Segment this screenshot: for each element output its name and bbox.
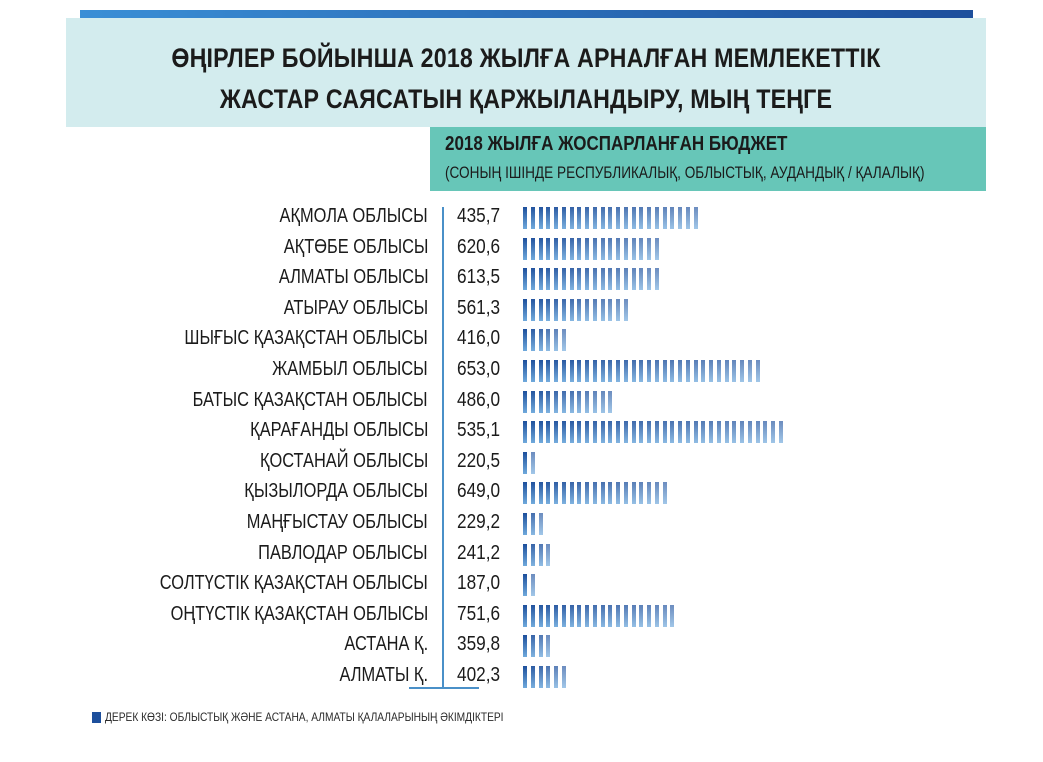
bar-tick	[655, 238, 659, 260]
value-label: 620,6	[457, 235, 501, 258]
bar-tick	[601, 482, 605, 504]
bar-tick	[539, 605, 543, 627]
category-label: АЛМАТЫ ОБЛЫСЫ	[278, 266, 428, 289]
bar-tick	[616, 268, 620, 290]
bar-tick	[763, 421, 767, 443]
bar-tick	[740, 421, 744, 443]
value-label: 359,8	[457, 633, 501, 656]
category-label: АЛМАТЫ Қ.	[339, 664, 428, 686]
bar-tick	[523, 421, 527, 443]
bar-tick	[570, 421, 574, 443]
bar-tick	[523, 482, 527, 504]
bar-tick	[523, 574, 527, 596]
bar-tick	[577, 360, 581, 382]
bar-tick	[546, 299, 550, 321]
bar-tick	[554, 238, 558, 260]
value-label: 649,0	[457, 480, 501, 503]
bar-tick	[570, 482, 574, 504]
bar-tick	[647, 605, 651, 627]
chart-row	[0, 356, 1043, 386]
value-label: 241,2	[457, 541, 501, 564]
bar-tick	[709, 360, 713, 382]
bar-tick	[639, 360, 643, 382]
bar-tick	[562, 605, 566, 627]
bar-tick	[531, 513, 535, 535]
chart-row	[0, 295, 1043, 325]
bar-tick	[570, 391, 574, 413]
bar-tick	[577, 238, 581, 260]
bar-tick	[647, 421, 651, 443]
bar-tick	[740, 360, 744, 382]
chart-row	[0, 203, 1043, 233]
bar-tick	[546, 238, 550, 260]
value-label: 187,0	[457, 572, 501, 595]
bar-tick	[585, 421, 589, 443]
bar-tick	[585, 482, 589, 504]
bar-tick	[639, 268, 643, 290]
bar-tick	[624, 268, 628, 290]
bar-tick	[694, 421, 698, 443]
bar-tick	[608, 421, 612, 443]
bar-tick	[701, 421, 705, 443]
bar-tick	[655, 421, 659, 443]
bar-tick	[670, 360, 674, 382]
bar-tick	[531, 391, 535, 413]
bar-tick	[608, 391, 612, 413]
bar-tick	[585, 391, 589, 413]
bar-tick	[756, 360, 760, 382]
bar-tick	[655, 268, 659, 290]
title-box	[66, 18, 986, 127]
category-label: АСТАНА Қ.	[344, 633, 428, 656]
bar-tick	[639, 605, 643, 627]
bar-tick	[616, 238, 620, 260]
bar-tick	[771, 421, 775, 443]
bar-tick	[562, 482, 566, 504]
bar-tick	[601, 299, 605, 321]
bar-tick	[601, 238, 605, 260]
bar-tick	[670, 421, 674, 443]
bar-tick	[608, 299, 612, 321]
bar-tick	[616, 207, 620, 229]
bar-tick	[577, 605, 581, 627]
bar-tick	[539, 329, 543, 351]
bar-tick	[608, 605, 612, 627]
bar-tick	[539, 421, 543, 443]
chart-row	[0, 631, 1043, 661]
bar-tick	[546, 207, 550, 229]
bar-tick	[686, 421, 690, 443]
value-label: 486,0	[457, 388, 501, 411]
value-label: 613,5	[457, 266, 501, 289]
legend-title: 2018 ЖЫЛҒА ЖОСПАРЛАНҒАН БЮДЖЕТ	[445, 133, 788, 155]
bar-tick	[523, 238, 527, 260]
legend-subtitle: (СОНЫҢ ІШІНДЕ РЕСПУБЛИКАЛЫҚ, ОБЛЫСТЫҚ, АУДАНДЫҚ / ҚАЛАЛЫҚ)	[445, 163, 925, 182]
bar-tick	[554, 421, 558, 443]
bar-tick	[531, 360, 535, 382]
bar-tick	[546, 391, 550, 413]
bar-tick	[562, 329, 566, 351]
category-label: МАҢҒЫСТАУ ОБЛЫСЫ	[247, 511, 428, 533]
value-label: 402,3	[457, 664, 501, 686]
chart-row	[0, 325, 1043, 355]
bar-tick	[717, 360, 721, 382]
bar-tick	[670, 605, 674, 627]
value-label: 751,6	[457, 602, 501, 625]
bar-tick	[539, 360, 543, 382]
bar-tick	[539, 268, 543, 290]
bar-tick	[632, 207, 636, 229]
bar-tick	[608, 360, 612, 382]
bar-tick	[624, 207, 628, 229]
bar-tick	[531, 605, 535, 627]
category-label: ШЫҒЫС ҚАЗАҚСТАН ОБЛЫСЫ	[184, 327, 428, 350]
bar-tick	[539, 299, 543, 321]
bar-tick	[546, 360, 550, 382]
bar-tick	[616, 299, 620, 321]
bar-tick	[546, 666, 550, 688]
bar-tick	[616, 421, 620, 443]
bar-tick	[562, 207, 566, 229]
bar-tick	[523, 513, 527, 535]
bar-tick	[585, 605, 589, 627]
category-label: ҚЫЗЫЛОРДА ОБЛЫСЫ	[244, 480, 428, 503]
bar-tick	[546, 329, 550, 351]
bar-tick	[539, 666, 543, 688]
bar-tick	[593, 238, 597, 260]
bar-tick	[647, 207, 651, 229]
bar-tick	[531, 299, 535, 321]
bar-tick	[531, 421, 535, 443]
chart-row	[0, 234, 1043, 264]
bar-tick	[562, 299, 566, 321]
bar-tick	[624, 238, 628, 260]
category-label: ЖАМБЫЛ ОБЛЫСЫ	[272, 358, 428, 380]
value-label: 435,7	[457, 205, 501, 227]
bar-tick	[632, 605, 636, 627]
bar-tick	[577, 421, 581, 443]
bar-tick	[678, 360, 682, 382]
bar-tick	[531, 635, 535, 657]
chart-row	[0, 662, 1043, 692]
bar-tick	[593, 360, 597, 382]
bar-tick	[539, 635, 543, 657]
bar-tick	[725, 360, 729, 382]
bar-tick	[570, 605, 574, 627]
bar-tick	[546, 482, 550, 504]
value-label: 653,0	[457, 358, 501, 380]
chart-row	[0, 509, 1043, 539]
bar-tick	[655, 207, 659, 229]
bar-tick	[577, 482, 581, 504]
bar-tick	[601, 421, 605, 443]
bar-tick	[546, 605, 550, 627]
bar-tick	[725, 421, 729, 443]
bar-tick	[608, 207, 612, 229]
bar-tick	[779, 421, 783, 443]
bar-tick	[585, 207, 589, 229]
value-label: 229,2	[457, 511, 501, 533]
bar-tick	[531, 238, 535, 260]
value-label: 220,5	[457, 449, 501, 472]
bar-tick	[694, 360, 698, 382]
bar-tick	[624, 421, 628, 443]
source-text: ДЕРЕК КӨЗІ: ОБЛЫСТЫҚ ЖӘНЕ АСТАНА, АЛМАТЫ ҚАЛАЛАРЫНЫҢ ӘКІМДІКТЕРІ	[105, 710, 504, 724]
bar-tick	[554, 360, 558, 382]
chart-row	[0, 387, 1043, 417]
bar-tick	[601, 268, 605, 290]
bar-tick	[523, 452, 527, 474]
bar-tick	[539, 544, 543, 566]
bar-tick	[756, 421, 760, 443]
bar-tick	[647, 482, 651, 504]
bar-tick	[531, 452, 535, 474]
chart-row	[0, 570, 1043, 600]
bar-tick	[616, 360, 620, 382]
bar-tick	[585, 268, 589, 290]
bar-tick	[601, 207, 605, 229]
bar-tick	[632, 482, 636, 504]
bar-tick	[748, 360, 752, 382]
bar-tick	[632, 360, 636, 382]
category-label: ҚАРАҒАНДЫ ОБЛЫСЫ	[249, 419, 428, 442]
bar-tick	[570, 207, 574, 229]
bar-tick	[647, 360, 651, 382]
bar-tick	[608, 268, 612, 290]
bar-tick	[554, 268, 558, 290]
bar-tick	[663, 207, 667, 229]
bar-tick	[663, 605, 667, 627]
top-accent-stripe	[80, 10, 973, 18]
bar-tick	[531, 207, 535, 229]
bar-tick	[577, 268, 581, 290]
bar-tick	[554, 329, 558, 351]
chart-row	[0, 601, 1043, 631]
value-label: 561,3	[457, 296, 501, 319]
category-label: ПАВЛОДАР ОБЛЫСЫ	[258, 541, 428, 564]
bar-tick	[554, 299, 558, 321]
bar-tick	[608, 482, 612, 504]
bar-tick	[639, 207, 643, 229]
bar-tick	[546, 268, 550, 290]
bar-tick	[717, 421, 721, 443]
legend-box	[430, 127, 986, 191]
chart-row	[0, 448, 1043, 478]
bar-tick	[663, 482, 667, 504]
bar-tick	[678, 421, 682, 443]
bar-tick	[523, 635, 527, 657]
bar-tick	[554, 605, 558, 627]
bar-tick	[601, 391, 605, 413]
bar-tick	[523, 666, 527, 688]
category-label: ОҢТҮСТІК ҚАЗАҚСТАН ОБЛЫСЫ	[170, 602, 428, 625]
bar-tick	[554, 482, 558, 504]
chart-row	[0, 478, 1043, 508]
bar-tick	[663, 421, 667, 443]
bar-tick	[562, 391, 566, 413]
bar-tick	[562, 268, 566, 290]
bar-tick	[632, 238, 636, 260]
bar-tick	[593, 482, 597, 504]
bar-tick	[593, 299, 597, 321]
bar-tick	[531, 482, 535, 504]
bar-tick	[570, 299, 574, 321]
bar-tick	[577, 207, 581, 229]
bar-tick	[593, 391, 597, 413]
bar-tick	[577, 391, 581, 413]
bar-tick	[539, 391, 543, 413]
category-label: АТЫРАУ ОБЛЫСЫ	[283, 296, 428, 319]
bar-tick	[523, 391, 527, 413]
bar-tick	[523, 299, 527, 321]
bar-tick	[639, 238, 643, 260]
page-title-line-2: ЖАСТАР САЯСАТЫН ҚАРЖЫЛАНДЫРУ, МЫҢ ТЕҢГЕ	[219, 84, 833, 114]
page-title-line-1: ӨҢІРЛЕР БОЙЫНША 2018 ЖЫЛҒА АРНАЛҒАН МЕМЛЕКЕТТІК	[171, 43, 881, 73]
bar-tick	[686, 360, 690, 382]
bar-tick	[655, 360, 659, 382]
bar-tick	[694, 207, 698, 229]
bar-tick	[593, 268, 597, 290]
bar-tick	[577, 299, 581, 321]
bar-tick	[523, 329, 527, 351]
bar-tick	[554, 391, 558, 413]
bar-tick	[554, 207, 558, 229]
bar-tick	[523, 544, 527, 566]
bar-tick	[732, 421, 736, 443]
bar-tick	[639, 482, 643, 504]
bar-tick	[523, 268, 527, 290]
bar-tick	[663, 360, 667, 382]
bar-tick	[624, 482, 628, 504]
bar-tick	[570, 268, 574, 290]
bar-tick	[546, 421, 550, 443]
bar-tick	[570, 238, 574, 260]
bar-tick	[624, 605, 628, 627]
bar-tick	[562, 421, 566, 443]
bar-tick	[670, 207, 674, 229]
bar-tick	[523, 207, 527, 229]
bar-tick	[531, 574, 535, 596]
category-label: АҚТӨБЕ ОБЛЫСЫ	[283, 235, 428, 258]
chart-row	[0, 264, 1043, 294]
bar-tick	[647, 268, 651, 290]
bar-tick	[616, 482, 620, 504]
bar-tick	[624, 360, 628, 382]
bar-tick	[546, 544, 550, 566]
bar-tick	[562, 666, 566, 688]
bar-tick	[624, 299, 628, 321]
bar-tick	[732, 360, 736, 382]
bar-tick	[632, 268, 636, 290]
bar-tick	[655, 605, 659, 627]
bar-tick	[608, 238, 612, 260]
bar-tick	[686, 207, 690, 229]
bar-tick	[593, 421, 597, 443]
bar-tick	[531, 666, 535, 688]
bar-tick	[585, 360, 589, 382]
bar-tick	[585, 238, 589, 260]
bar-tick	[678, 207, 682, 229]
bar-tick	[585, 299, 589, 321]
source-marker-icon	[92, 712, 101, 723]
value-label: 535,1	[457, 419, 501, 442]
bar-tick	[593, 207, 597, 229]
bar-tick	[601, 605, 605, 627]
bar-tick	[539, 238, 543, 260]
bar-tick	[554, 666, 558, 688]
value-label: 416,0	[457, 327, 501, 350]
bar-tick	[709, 421, 713, 443]
bar-tick	[539, 482, 543, 504]
chart-row	[0, 417, 1043, 447]
category-label: СОЛТҮСТІК ҚАЗАҚСТАН ОБЛЫСЫ	[160, 572, 428, 595]
category-label: БАТЫС ҚАЗАҚСТАН ОБЛЫСЫ	[193, 388, 428, 411]
bar-tick	[593, 605, 597, 627]
bar-tick	[531, 544, 535, 566]
bar-tick	[570, 360, 574, 382]
bar-tick	[539, 513, 543, 535]
category-label: ҚОСТАНАЙ ОБЛЫСЫ	[259, 449, 428, 472]
bar-tick	[639, 421, 643, 443]
category-label: АҚМОЛА ОБЛЫСЫ	[279, 205, 428, 227]
bar-tick	[601, 360, 605, 382]
chart-row	[0, 540, 1043, 570]
bar-tick	[616, 605, 620, 627]
bar-tick	[539, 207, 543, 229]
bar-tick	[546, 635, 550, 657]
bar-tick	[647, 238, 651, 260]
bar-tick	[523, 605, 527, 627]
bar-tick	[748, 421, 752, 443]
bar-tick	[531, 329, 535, 351]
bar-tick	[562, 238, 566, 260]
bar-tick	[655, 482, 659, 504]
bar-tick	[523, 360, 527, 382]
bar-tick	[562, 360, 566, 382]
bar-tick	[701, 360, 705, 382]
bar-tick	[531, 268, 535, 290]
bar-tick	[632, 421, 636, 443]
